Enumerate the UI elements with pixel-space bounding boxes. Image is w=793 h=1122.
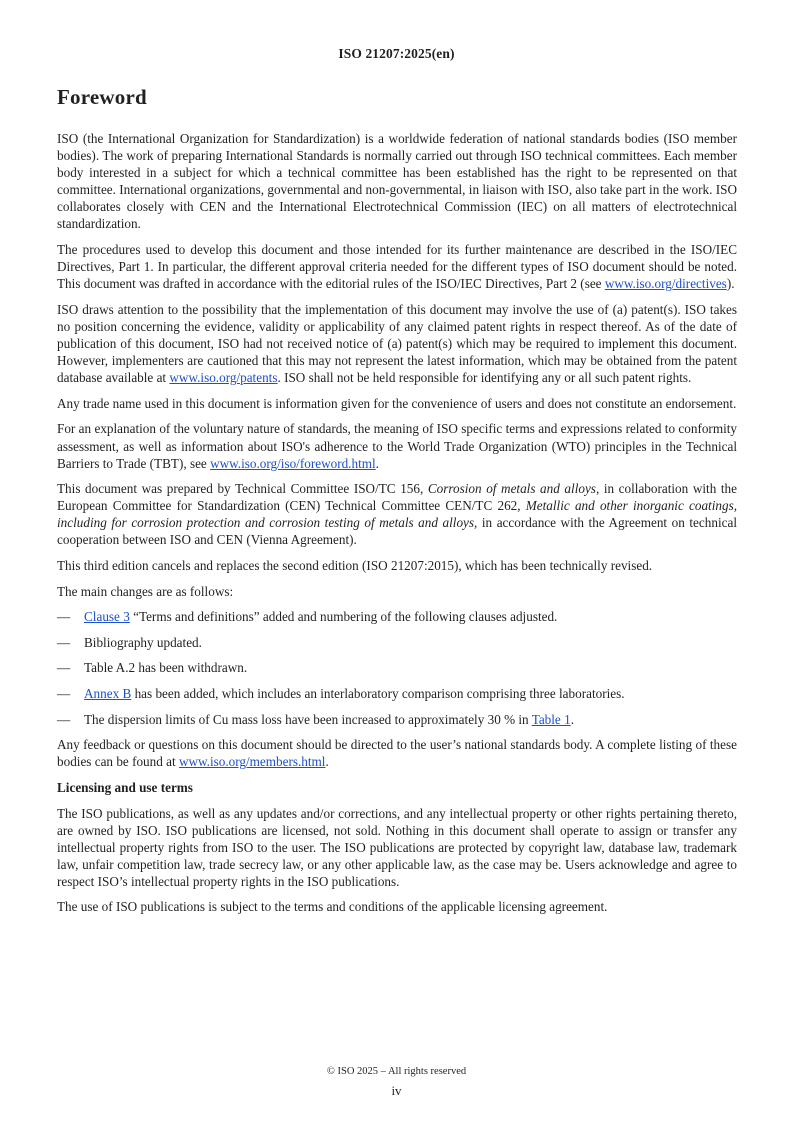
link-foreword[interactable]: www.iso.org/iso/foreword.html <box>210 455 376 471</box>
paragraph-text: , in collaboration with the European Committee for Standardization (CEN) Technical Committee CEN/TC 262, <box>57 481 737 514</box>
list-item <box>57 634 737 651</box>
paragraph-text: For an explanation of the voluntary nature of standards, the meaning of ISO specific terms and expressions related to conformity assessment, as well as information about ISO's adherence to the World Trade Organization (WTO) principles in the Technical Barriers to Trade (TBT), see <box>57 421 737 471</box>
page-content <box>57 84 737 924</box>
paragraph-text: This document was prepared by Technical Committee ISO/TC 156, <box>57 481 428 497</box>
dash-bullet-icon: — <box>57 634 71 650</box>
link-clause-3[interactable]: Clause 3 <box>84 609 130 625</box>
licensing-heading: Licensing and use terms <box>57 779 193 795</box>
paragraph-procedures <box>57 241 737 292</box>
paragraph-text: ISO draws attention to the possibility that the implementation of this document may involve the use of (a) patent(s). ISO takes no position concerning the evidence, validity or applicability of any claimed patent rights in respect thereof. As of the date of publication of this document, ISO had not received notice of (a) patent(s) which may be required to implement this document. However, implementers are cautioned that this may not represent the latest information, which may be obtained from the patent database available at <box>57 301 737 386</box>
paragraph-licensing-agreement: The use of ISO publications is subject to the terms and conditions of the applicable licensing agreement. <box>57 899 608 915</box>
list-item <box>57 711 737 728</box>
list-item <box>57 659 737 676</box>
list-item-text: has been added, which includes an interlaboratory comparison comprising three laboratories. <box>131 686 625 702</box>
dash-bullet-icon: — <box>57 660 71 676</box>
link-members[interactable]: www.iso.org/members.html <box>178 754 326 770</box>
paragraph-text: The procedures used to develop this document and those intended for its further maintenance are described in the ISO/IEC Directives, Part 1. In particular, the different approval criteria needed for the different types of ISO document should be noted. This document was drafted in accordance with the editorial rules of the ISO/IEC Directives, Part 2 (see <box>57 242 737 292</box>
list-item-text: Table A.2 has been withdrawn. <box>84 660 248 676</box>
paragraph-feedback <box>57 736 737 770</box>
changes-list <box>57 608 737 727</box>
dash-bullet-icon: — <box>57 686 71 702</box>
paragraph-main-changes-intro: The main changes are as follows: <box>57 583 234 599</box>
link-directives[interactable]: www.iso.org/directives <box>604 276 727 292</box>
list-item-text: . <box>570 711 574 727</box>
link-table-1[interactable]: Table 1 <box>531 711 571 727</box>
paragraph-patents <box>57 301 737 386</box>
paragraph-text: , in accordance with the Agreement on technical cooperation between ISO and CEN (Vienna Agreement). <box>57 515 737 548</box>
paragraph-voluntary-nature <box>57 420 737 471</box>
list-item-text: The dispersion limits of Cu mass loss have been increased to approximately 30 % in <box>84 711 532 727</box>
list-item-text: Bibliography updated. <box>84 634 202 650</box>
paragraph-trade-name: Any trade name used in this document is information given for the convenience of users and does not constitute an endorsement. <box>57 395 737 411</box>
committee-title-iso: Corrosion of metals and alloys <box>427 481 596 497</box>
link-annex-b[interactable]: Annex B <box>84 686 132 702</box>
page-title: Foreword <box>57 85 147 109</box>
paragraph-text: Any feedback or questions on this document should be directed to the user’s national standards body. A complete listing of these bodies can be found at <box>57 737 737 770</box>
document-id-header: ISO 21207:2025(en) <box>338 46 455 61</box>
paragraph-iso-federation: ISO (the International Organization for Standardization) is a worldwide federation of national standards bodies (ISO member bodies). The work of preparing International Standards is normally carried out through ISO technical committees. Each member body interested in a subject for which a technical committee has been established has the right to be represented on that committee. International organizations, governmental and non-governmental, in liaison with ISO, also take part in the work. ISO collaborates closely with CEN and the International Electrotechnical Commission (IEC) on all matters of electrotechnical standardization. <box>57 131 737 232</box>
paragraph-text: . <box>325 754 329 770</box>
paragraph-licensing: The ISO publications, as well as any updates and/or corrections, and any intellectual property or other rights pertaining thereto, are owned by ISO. ISO publications are licensed, not sold. Nothing in this document shall operate to assign or transfer any intellectual property rights from ISO to the user. The ISO publications are protected by copyright law, database law, trademark law, unfair competition law, trade secrecy law, or any other applicable law, as the case may be. Users acknowledge and agree to respect ISO’s intellectual property rights in the ISO publications. <box>57 805 737 889</box>
committee-title-cen: Metallic and other inorganic coatings, including for corrosion protection and corrosion testing of metals and alloys <box>57 498 738 531</box>
list-item <box>57 685 737 702</box>
paragraph-text: . ISO shall not be held responsible for identifying any or all such patent rights. <box>277 370 692 386</box>
paragraph-text: . <box>375 455 379 471</box>
dash-bullet-icon: — <box>57 609 71 625</box>
dash-bullet-icon: — <box>57 711 71 727</box>
paragraph-edition: This third edition cancels and replaces the second edition (ISO 21207:2015), which has been technically revised. <box>57 558 653 574</box>
paragraph-prepared-by <box>57 480 737 548</box>
page-number: iv <box>391 1083 402 1098</box>
paragraph-text: ). <box>726 276 735 292</box>
link-patents[interactable]: www.iso.org/patents <box>169 370 278 386</box>
list-item-text: “Terms and definitions” added and numbering of the following clauses adjusted. <box>129 609 558 625</box>
list-item <box>57 608 737 625</box>
copyright-footer: © ISO 2025 – All rights reserved <box>326 1066 467 1077</box>
